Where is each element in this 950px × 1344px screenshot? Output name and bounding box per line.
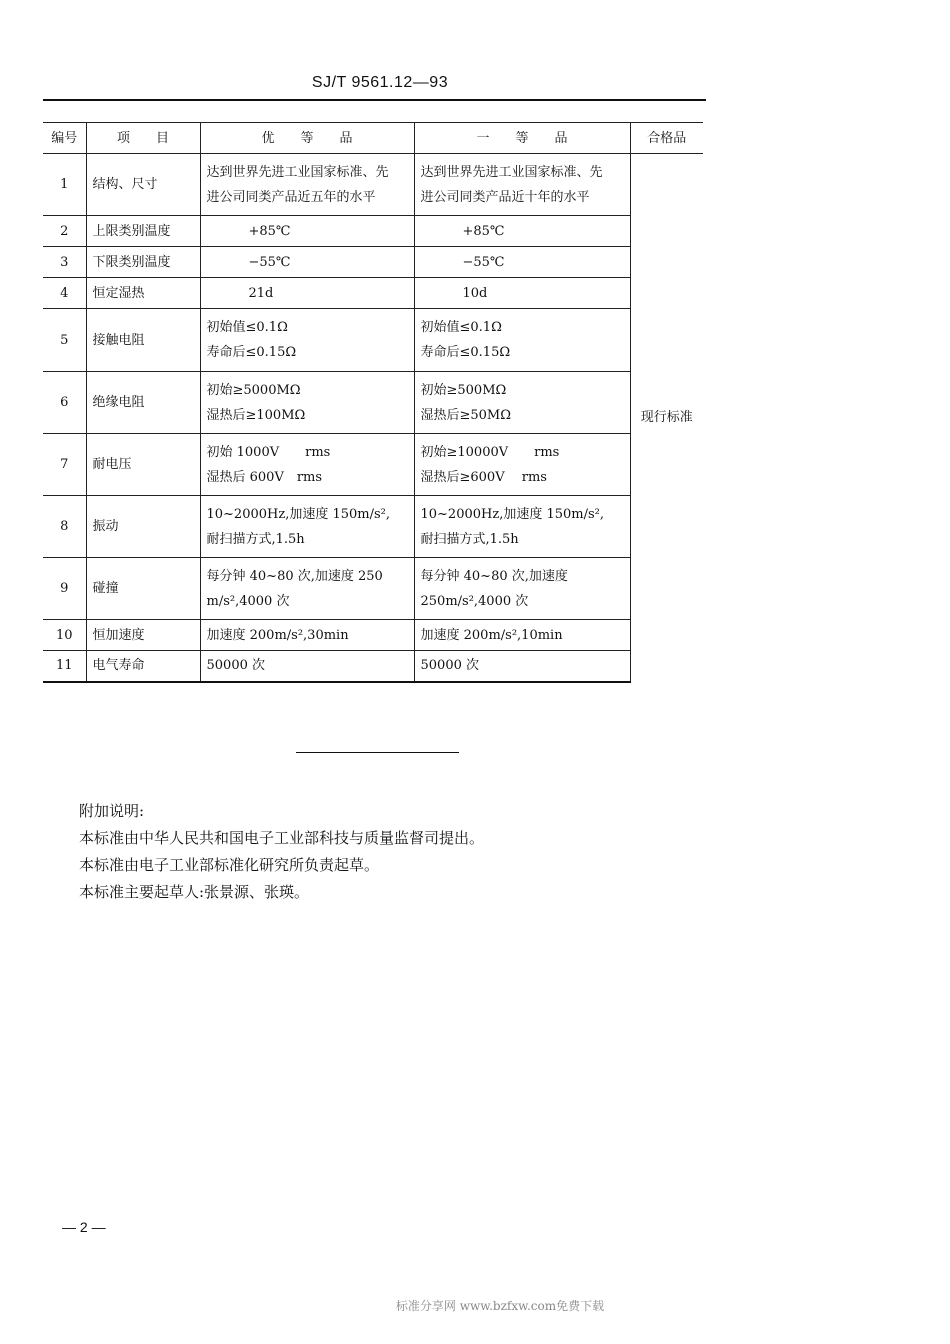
cell-line: 250m/s²,4000 次 [420, 593, 529, 609]
col-header-first-class: 一 等 品 [414, 123, 630, 154]
row-item: 碰撞 [86, 558, 200, 620]
row-number: 4 [43, 278, 86, 309]
row-number: 9 [43, 558, 86, 620]
first-grade-cell [414, 309, 630, 372]
row-item: 上限类别温度 [86, 216, 200, 247]
table-row [43, 651, 703, 682]
notes-line: 本标准由电子工业部标准化研究所负责起草。 [79, 856, 380, 874]
watermark-footer: 标准分享网 www.bzfxw.com免费下载 [395, 1299, 605, 1313]
row-number: 6 [43, 372, 86, 434]
first-grade-cell [414, 651, 630, 682]
table-row [43, 434, 703, 496]
notes-line: 本标准由中华人民共和国电子工业部科技与质量监督司提出。 [79, 829, 485, 847]
premium-grade-cell [200, 558, 414, 620]
table-row [43, 278, 703, 309]
cell-line: −55℃ [462, 254, 505, 270]
cell-line: 加速度 200m/s²,10min [420, 627, 563, 643]
first-grade-cell [414, 558, 630, 620]
cell-line: −55℃ [248, 254, 291, 270]
first-grade-cell [414, 216, 630, 247]
cell-line: 湿热后≥100MΩ [206, 407, 306, 423]
row-item: 接触电阻 [86, 309, 200, 372]
cell-line: m/s²,4000 次 [206, 593, 290, 609]
table-row [43, 620, 703, 651]
premium-grade-cell [200, 496, 414, 558]
specification-table [43, 122, 703, 683]
table-header-row [43, 123, 703, 154]
cell-line: 寿命后≤0.15Ω [206, 345, 297, 360]
col-header-premium: 优 等 品 [200, 123, 414, 154]
row-item: 电气寿命 [86, 651, 200, 682]
row-item: 耐电压 [86, 434, 200, 496]
cell-line: 21d [248, 285, 274, 301]
additional-notes [79, 798, 484, 906]
row-item: 下限类别温度 [86, 247, 200, 278]
table-row [43, 154, 703, 216]
cell-line: 初始值≤0.1Ω [206, 320, 288, 335]
cell-line: 湿热后≥50MΩ [420, 407, 512, 423]
row-item: 绝缘电阻 [86, 372, 200, 434]
cell-line: 进公司同类产品近五年的水平 [206, 189, 376, 205]
first-grade-cell [414, 247, 630, 278]
first-grade-cell [414, 278, 630, 309]
header-rule [43, 99, 706, 101]
premium-grade-cell [200, 278, 414, 309]
row-item: 恒加速度 [86, 620, 200, 651]
premium-grade-cell [200, 309, 414, 372]
cell-line: 初始≥5000MΩ [206, 382, 301, 398]
col-header-number: 编号 [43, 123, 86, 154]
table-row [43, 216, 703, 247]
row-number: 5 [43, 309, 86, 372]
row-number: 7 [43, 434, 86, 496]
table-row [43, 558, 703, 620]
cell-line: 初始 1000V rms [206, 444, 331, 460]
page-number: — 2 — [62, 1219, 106, 1235]
cell-line: 10~2000Hz,加速度 150m/s², [206, 506, 391, 522]
document-code: SJ/T 9561.12—93 [311, 74, 449, 91]
first-grade-cell [414, 496, 630, 558]
notes-line: 本标准主要起草人:张景源、张瑛。 [79, 883, 310, 901]
cell-line: 加速度 200m/s²,30min [206, 627, 349, 643]
row-item: 振动 [86, 496, 200, 558]
row-number: 1 [43, 154, 86, 216]
cell-line: 耐扫描方式,1.5h [206, 531, 305, 547]
cell-line: 耐扫描方式,1.5h [420, 531, 519, 547]
table-row [43, 372, 703, 434]
first-grade-cell [414, 154, 630, 216]
premium-grade-cell [200, 216, 414, 247]
table-row [43, 309, 703, 372]
cell-line: 进公司同类产品近十年的水平 [420, 189, 590, 205]
cell-line: +85℃ [248, 223, 291, 239]
premium-grade-cell [200, 620, 414, 651]
row-number: 11 [43, 651, 86, 682]
cell-line: 初始值≤0.1Ω [420, 320, 502, 335]
cell-line: 10d [462, 285, 488, 301]
cell-line: 每分钟 40~80 次,加速度 [420, 568, 568, 584]
first-grade-cell [414, 620, 630, 651]
qualified-grade-cell: 现行标准 [630, 154, 703, 682]
separator-rule [296, 752, 459, 753]
cell-line: 每分钟 40~80 次,加速度 250 [206, 568, 383, 584]
cell-line: 初始≥10000V rms [420, 444, 560, 460]
row-number: 3 [43, 247, 86, 278]
col-header-qualified: 合格品 [630, 123, 703, 154]
table-row [43, 496, 703, 558]
premium-grade-cell [200, 651, 414, 682]
first-grade-cell [414, 372, 630, 434]
cell-line: 寿命后≤0.15Ω [420, 345, 511, 360]
first-grade-cell [414, 434, 630, 496]
col-header-item: 项 目 [86, 123, 200, 154]
cell-line: 50000 次 [420, 658, 479, 674]
cell-line: 湿热后≥600V rms [420, 469, 547, 485]
table-row [43, 247, 703, 278]
row-item: 结构、尺寸 [86, 154, 200, 216]
cell-line: 50000 次 [206, 658, 265, 674]
premium-grade-cell [200, 372, 414, 434]
cell-line: 达到世界先进工业国家标准、先 [420, 164, 603, 180]
premium-grade-cell [200, 247, 414, 278]
row-number: 2 [43, 216, 86, 247]
row-number: 8 [43, 496, 86, 558]
premium-grade-cell [200, 154, 414, 216]
row-item: 恒定湿热 [86, 278, 200, 309]
cell-line: 达到世界先进工业国家标准、先 [206, 164, 389, 180]
cell-line: 初始≥500MΩ [420, 382, 507, 398]
cell-line: 10~2000Hz,加速度 150m/s², [420, 506, 605, 522]
cell-line: 湿热后 600V rms [206, 469, 323, 485]
cell-line: +85℃ [462, 223, 505, 239]
premium-grade-cell [200, 434, 414, 496]
notes-title: 附加说明: [79, 802, 145, 820]
row-number: 10 [43, 620, 86, 651]
